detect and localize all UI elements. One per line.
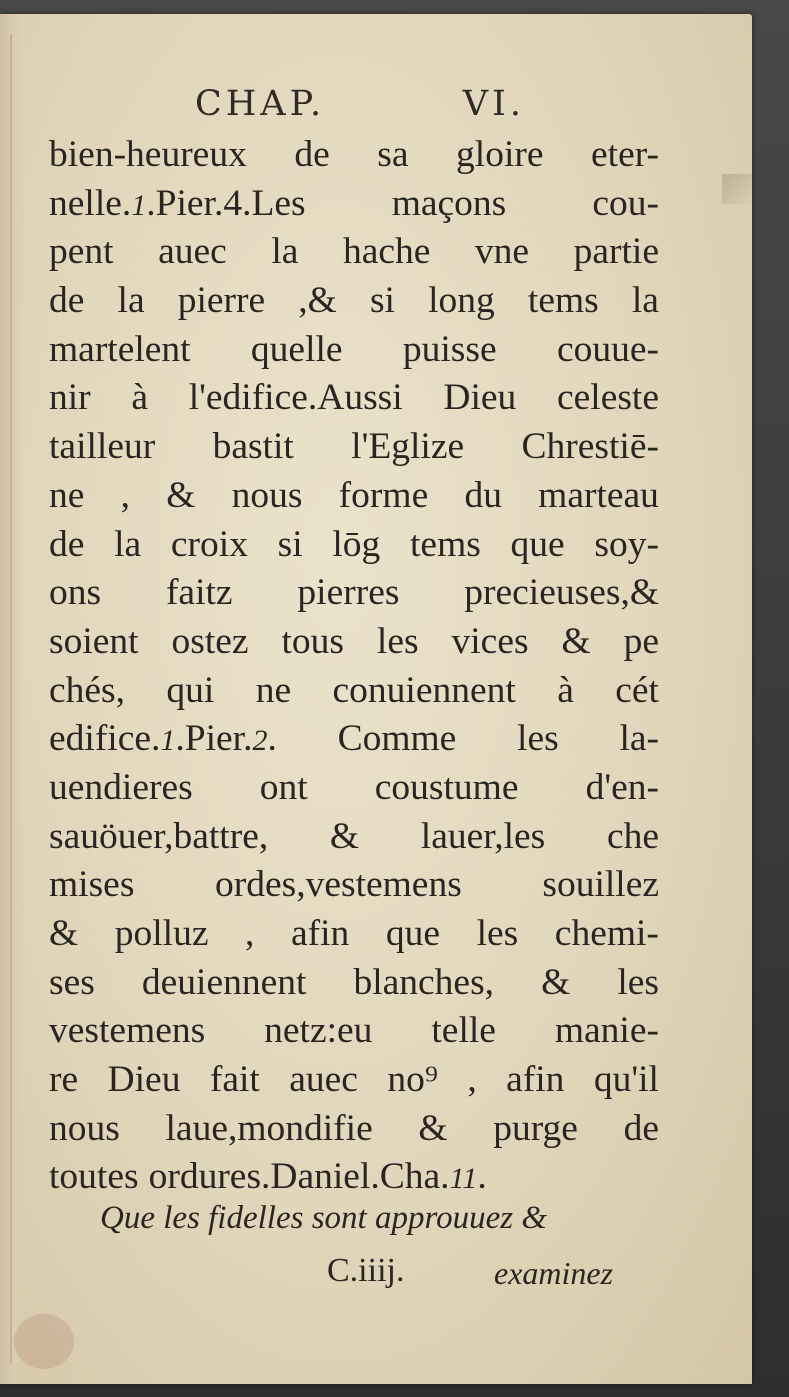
text-word [251,326,343,375]
text-word [594,521,659,570]
text-word [172,618,249,667]
text-line [49,277,659,326]
text-word [338,715,457,764]
page-corner-fold [722,174,752,204]
text-word [49,764,193,813]
text-word [339,472,429,521]
text-word [142,959,307,1008]
word-part: du [464,474,502,516]
text-word [615,667,659,716]
word-part: pierre [177,280,266,322]
word-part: de [623,1107,659,1149]
text-word [49,618,139,667]
text-word [260,764,308,813]
running-header [195,84,525,124]
word-part: gloire [456,134,544,175]
word-part: pierres [297,572,400,614]
header-chapter-number: VI. [462,84,525,124]
text-word [149,1153,487,1202]
text-line [49,667,659,716]
word-part: forme [338,474,429,516]
word-part: nir [49,377,91,419]
text-line [49,521,659,570]
word-part: nous [49,1107,120,1149]
text-word [574,228,659,277]
text-word [493,1105,578,1154]
word-part: Chrestiē- [521,426,659,468]
italic-numeral: 1 [160,724,176,758]
text-word [624,1105,659,1154]
word-part: auec [158,231,227,273]
text-word [467,1056,476,1105]
word-part: pe [623,620,659,662]
text-word [49,1105,120,1154]
word-part: & [166,474,196,516]
text-word [343,228,430,277]
catchword: examinez [494,1255,614,1291]
text-word [464,472,502,521]
word-part: .Pier. [175,718,253,760]
text-word [178,277,265,326]
word-part: que [385,913,440,954]
word-part: maçons [391,182,507,224]
text-line [49,813,659,862]
text-word [619,715,659,764]
text-word [586,764,659,813]
text-word [49,423,155,472]
text-word [607,813,659,862]
text-word [118,277,145,326]
word-part: cét [615,669,659,711]
text-word [49,1007,205,1056]
text-word [166,569,233,618]
text-word [617,959,659,1008]
text-word [114,521,141,570]
word-part: auec [289,1059,358,1101]
text-word [49,326,191,375]
word-part: deuiennent [141,961,307,1003]
text-line [49,569,659,618]
text-word [464,569,659,618]
text-word [418,1105,447,1154]
word-part: que [510,523,565,565]
text-word [49,374,91,423]
text-word [375,764,519,813]
text-line [49,472,659,521]
text-word [171,521,248,570]
text-word [166,472,195,521]
text-word [49,569,101,618]
word-part: che [606,815,659,857]
text-word [121,472,130,521]
word-part: netz:eu [264,1010,373,1052]
text-line [49,228,659,277]
word-part: laue,mondifie [165,1107,373,1149]
word-part: cou- [592,182,659,224]
word-part: telle [431,1010,496,1052]
text-word [332,521,380,570]
word-part: conuiennent [332,669,516,711]
text-word [215,861,462,910]
text-word [555,910,659,959]
body-text [49,131,659,1202]
text-word [166,1105,373,1154]
text-word [377,618,419,667]
text-line [49,1153,659,1202]
word-part: d'en- [585,766,659,808]
word-part: bien-heureux [49,134,247,175]
word-part: & [541,961,571,1003]
text-word [256,667,291,716]
text-word [555,1007,659,1056]
word-part: l'edifice.Aussi [188,377,403,419]
text-word [594,1056,659,1105]
word-part: couue- [556,328,659,370]
word-part: lauer,les [420,815,546,857]
text-word [49,715,277,764]
text-word [511,521,565,570]
word-part: nelle. [49,182,132,224]
word-part: , [245,913,255,954]
word-part: ostez [171,620,249,662]
word-part: blanches, [353,961,495,1003]
word-part: tous [281,620,344,662]
text-word [289,1056,358,1105]
text-word [477,910,519,959]
word-part: la [631,280,659,322]
word-part: qu'il [593,1059,659,1101]
word-part: tems [527,280,599,322]
word-part: fait [209,1059,260,1101]
italic-numeral: 1 [131,188,147,222]
text-word [506,1056,564,1105]
word-part: à [557,669,574,711]
word-part: de [294,134,330,175]
word-part: qui [166,669,215,711]
word-part: martelent [49,328,191,370]
text-word [443,374,516,423]
text-word [278,521,303,570]
word-part: soient [49,620,139,662]
text-word [557,326,659,375]
word-part: . [477,1156,487,1198]
text-word [392,180,507,229]
word-part: souillez [542,864,659,906]
word-part: . [267,718,277,760]
word-part: la [117,280,145,322]
text-word [538,472,659,521]
text-word [158,228,227,277]
word-part: les [617,961,659,1003]
text-word [49,228,114,277]
word-part: vices [451,620,529,662]
word-part: tailleur [49,426,156,468]
word-part: l'Eglize [351,426,465,468]
text-word [428,277,495,326]
text-word [49,131,247,180]
word-part: polluz [114,913,209,954]
word-part: chemi- [554,913,659,954]
word-part: celeste [556,377,659,419]
word-part: afin [290,913,350,954]
text-line [49,374,659,423]
text-line [49,180,659,229]
text-word [452,618,529,667]
text-line [49,1105,659,1154]
word-part: si [369,280,395,322]
word-part: ne [49,474,85,516]
text-word [210,1056,260,1105]
text-line [49,618,659,667]
text-word [213,423,294,472]
word-part: long [428,280,495,322]
text-word [245,910,254,959]
text-word [632,277,659,326]
text-word [271,228,298,277]
text-word [49,1056,78,1105]
text-word [49,472,84,521]
word-part: si [277,523,303,565]
text-word [49,813,268,862]
text-word [542,861,659,910]
text-word [108,1056,181,1105]
text-word [592,180,659,229]
word-part: & [49,913,79,954]
word-part: edifice. [49,718,161,760]
word-part: eter- [591,134,659,175]
text-word [410,521,481,570]
text-word [557,667,574,716]
word-part: vestemens [49,1010,206,1052]
section-subheading: Que les fidelles sont approuuez & [100,1200,547,1236]
text-word [370,277,395,326]
text-word [49,1153,139,1202]
text-word [297,569,399,618]
text-word [131,374,148,423]
text-line [49,326,659,375]
text-word [541,959,570,1008]
word-part: purge [493,1107,578,1149]
text-line [49,910,659,959]
text-word [403,326,497,375]
word-part: la [114,523,142,565]
page-stain [14,1314,74,1369]
word-part: quelle [250,328,343,370]
text-word [49,521,84,570]
word-part: à [131,377,149,419]
word-part: les [376,620,419,662]
word-part: ,& [298,280,337,322]
word-part: croix [170,523,248,565]
text-word [557,374,659,423]
word-part: ses [49,961,95,1003]
word-part: .Pier.4.Les [146,182,306,224]
word-part: chés, [49,669,126,711]
word-part: la- [619,718,659,760]
word-part: la [271,231,299,273]
text-word [49,277,84,326]
word-part: no⁹ [387,1059,438,1101]
word-part: ne [255,669,292,711]
text-word [49,180,306,229]
text-word [456,131,543,180]
italic-numeral: 2 [252,724,268,758]
word-part: ont [259,766,308,808]
text-word [294,131,329,180]
text-word [353,959,494,1008]
italic-numeral: 11 [449,1162,478,1196]
word-part: lōg [332,523,381,565]
word-part: les [476,913,519,954]
word-part: hache [342,231,431,273]
text-line [49,764,659,813]
text-word [386,910,440,959]
header-chap: CHAP. [195,84,326,124]
text-word [421,813,545,862]
text-word [562,618,591,667]
word-part: pent [49,231,114,273]
word-part: tems [410,523,481,565]
text-word [330,813,359,862]
word-part: nous [231,474,303,516]
text-word [387,1056,438,1105]
text-line [49,1007,659,1056]
text-word [264,1007,372,1056]
word-part: manie- [554,1010,659,1052]
text-word [166,667,214,716]
word-part: & [329,815,360,857]
text-word [115,910,209,959]
word-part: sauöuer,battre, [49,815,269,857]
text-line [49,861,659,910]
word-part: Dieu [443,377,517,419]
text-word [522,423,659,472]
word-part: coustume [374,766,519,808]
word-part: toutes [49,1156,139,1198]
text-word [528,277,599,326]
word-part: soy- [594,523,659,565]
text-word [298,277,337,326]
text-word [49,910,78,959]
text-word [431,1007,496,1056]
word-part: les [517,718,559,760]
word-part: faitz [165,572,233,614]
word-part: afin [506,1059,565,1101]
word-part: ons [49,572,102,614]
word-part: bastit [212,426,294,468]
text-line [49,131,659,180]
word-part: , [120,474,130,516]
text-word [333,667,516,716]
word-part: ordures.Daniel.Cha. [148,1156,450,1198]
text-word [232,472,303,521]
text-line [49,959,659,1008]
text-word [291,910,349,959]
text-line [49,423,659,472]
word-part: Dieu [107,1059,181,1101]
word-part: vne [474,231,530,273]
text-word [377,131,408,180]
text-word [517,715,559,764]
word-part: uendieres [49,766,193,808]
signature-mark: C.iiij. [327,1252,405,1289]
word-part: de [49,523,85,565]
text-line [49,1056,659,1105]
word-part: marteau [538,474,659,516]
word-part: partie [573,231,659,273]
text-word [49,667,125,716]
word-part: & [418,1107,448,1149]
word-part: re [49,1059,79,1101]
word-part: & [561,620,591,662]
text-word [351,423,464,472]
text-word [624,618,659,667]
word-part: sa [377,134,409,175]
text-word [49,861,134,910]
text-word [475,228,529,277]
word-part: mises [49,864,135,906]
text-word [189,374,403,423]
word-part: puisse [402,328,497,370]
text-word [49,959,95,1008]
word-part: precieuses,& [464,572,659,614]
word-part: , [467,1059,477,1101]
word-part: de [49,280,85,322]
text-word [591,131,659,180]
text-word [281,618,344,667]
text-line [49,715,659,764]
word-part: ordes,vestemens [214,864,462,906]
word-part: Comme [337,718,457,760]
